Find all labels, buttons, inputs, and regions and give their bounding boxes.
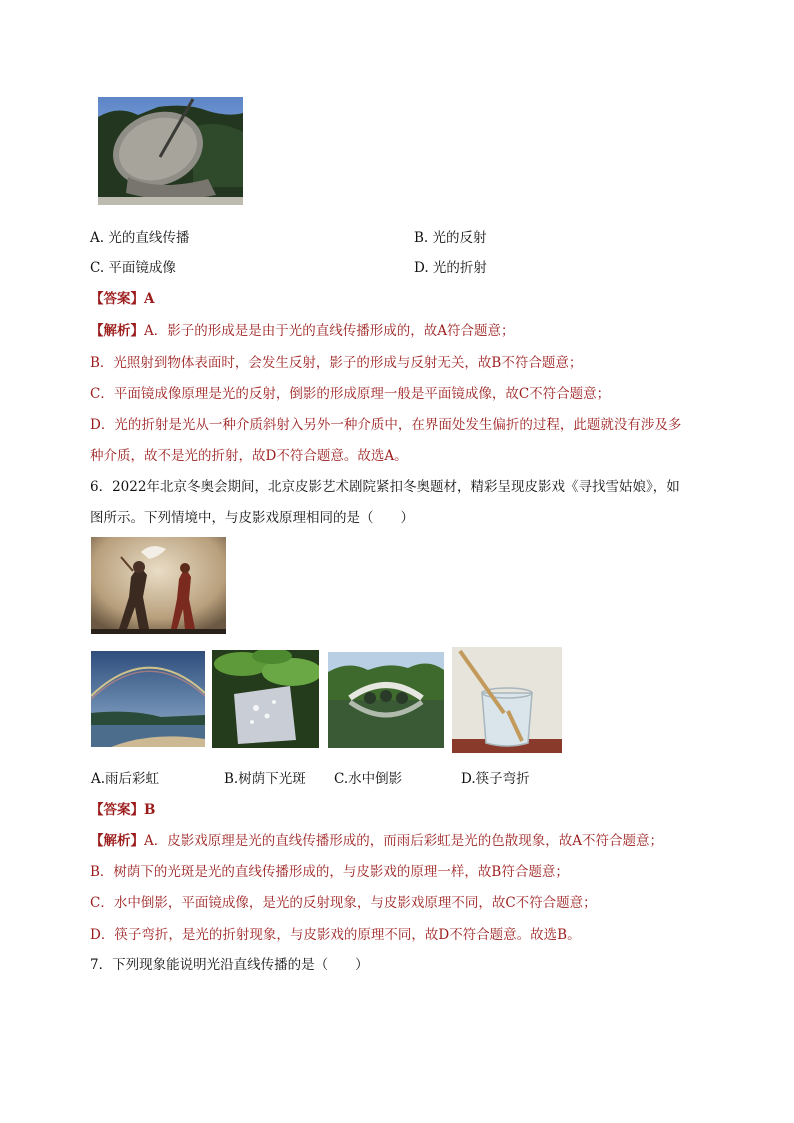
- analysis-text: A．皮影戏原理是光的直线传播形成的，而雨后彩虹是光的色散现象，故A不符合题意；: [144, 833, 663, 849]
- analysis-tag: 【解析】: [90, 323, 144, 339]
- rainbow-photo: [91, 651, 205, 747]
- water-reflection-photo: [328, 652, 444, 748]
- analysis-line: [90, 321, 515, 341]
- option-a: A. 光的直线传播: [90, 230, 190, 246]
- caption-a: A.雨后彩虹: [91, 771, 160, 787]
- answer-tag: 【答案】: [90, 291, 144, 307]
- answer-tag: 【答案】: [90, 802, 144, 818]
- caption-d: D.筷子弯折: [461, 771, 530, 787]
- answer-value: B: [144, 802, 156, 818]
- analysis-line: [90, 831, 663, 851]
- question-stem: 图所示。下列情境中，与皮影戏原理相同的是（ ）: [90, 510, 414, 526]
- analysis-line: C．水中倒影，平面镜成像，是光的反射现象，与皮影戏原理不同，故C不符合题意；: [90, 895, 597, 911]
- analysis-line: D．光的折射是光从一种介质斜射入另外一种介质中，在界面处发生偏折的过程，此题就没有涉及多: [90, 417, 682, 433]
- answer-line: [90, 289, 154, 309]
- caption-c: C.水中倒影: [334, 771, 403, 787]
- option-d: D. 光的折射: [414, 260, 487, 276]
- analysis-tag: 【解析】: [90, 833, 144, 849]
- answer-value: A: [144, 291, 155, 307]
- question-stem: 6．2022年北京冬奥会期间，北京皮影艺术剧院紧扣冬奥题材，精彩呈现皮影戏《寻找雪姑娘》，如: [90, 479, 680, 495]
- chopsticks-glass-photo: [452, 647, 562, 753]
- caption-b: B.树荫下光斑: [224, 771, 306, 787]
- sundial-photo: [98, 97, 243, 205]
- leaf-shade-photo: [212, 650, 319, 748]
- shadow-play-photo: [91, 537, 226, 634]
- analysis-text: A．影子的形成是是由于光的直线传播形成的，故A符合题意；: [144, 323, 515, 339]
- analysis-line: D．筷子弯折，是光的折射现象，与皮影戏的原理不同，故D不符合题意。故选B。: [90, 927, 581, 943]
- question-stem: 7．下列现象能说明光沿直线传播的是（ ）: [90, 957, 369, 973]
- option-c: C. 平面镜成像: [90, 260, 176, 276]
- analysis-line: B．光照射到物体表面时，会发生反射，影子的形成与反射无关，故B不符合题意；: [90, 355, 583, 371]
- answer-line: [90, 800, 155, 820]
- analysis-line: B．树荫下的光斑是光的直线传播形成的，与皮影戏的原理一样，故B符合题意；: [90, 864, 569, 880]
- analysis-line: 种介质，故不是光的折射，故D不符合题意。故选A。: [90, 448, 408, 464]
- analysis-line: C．平面镜成像原理是光的反射，倒影的形成原理一般是平面镜成像，故C不符合题意；: [90, 386, 611, 402]
- option-b: B. 光的反射: [414, 230, 487, 246]
